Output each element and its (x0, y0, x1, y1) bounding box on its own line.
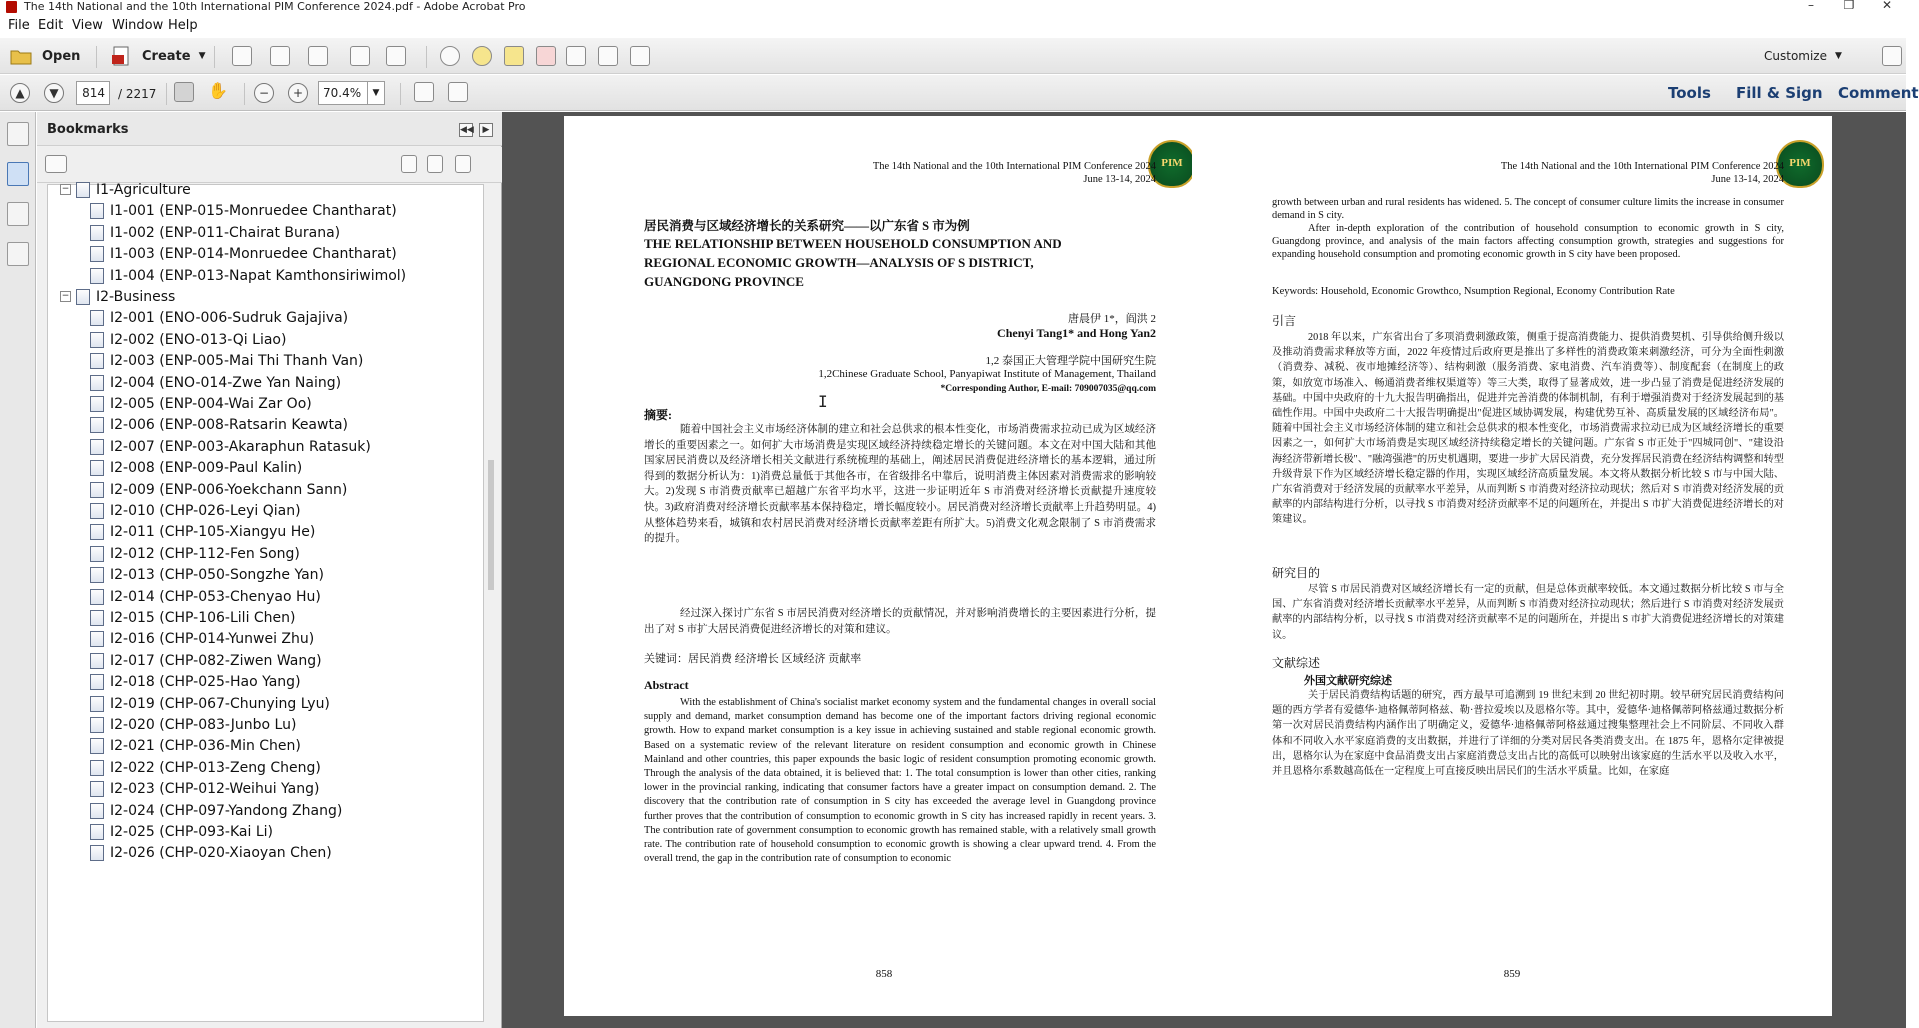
bookmark-item[interactable] (48, 716, 485, 740)
bookmark-label: I2-006 (ENP-008-Ratsarin Keawta) (110, 417, 348, 434)
zoom-input[interactable]: 70.4% (318, 81, 368, 105)
navigation-toolbar (0, 75, 1919, 111)
seal-text: PIM (1161, 157, 1183, 169)
main-toolbar (0, 38, 1906, 74)
bookmark-item[interactable] (48, 695, 485, 719)
toolbar-separator (166, 83, 167, 105)
bookmark-item[interactable] (48, 609, 485, 633)
abstract-cn-heading: 摘要: (644, 408, 672, 422)
keywords-english: Keywords: Household, Economic Growthco, Nsumption Regional, Economy Contribution Rate (1272, 286, 1675, 297)
new-bookmark-icon[interactable] (427, 155, 443, 173)
bookmark-label: I2-001 (ENO-006-Sudruk Gajajiva) (110, 310, 349, 327)
abstract-cn-paragraph-2: 经过深入探讨广东省 S 市居民消费对经济增长的贡献情况，并对影响消费增长的主要因素进行分析，提出了对 S 市扩大居民消费促进经济增长的对策和建议。 (644, 608, 1156, 635)
bookmark-label: I2-002 (ENO-013-Qi Liao) (110, 331, 287, 348)
bookmark-label: I2-017 (CHP-082-Ziwen Wang) (110, 652, 322, 669)
insert-page-icon[interactable] (598, 46, 618, 66)
delete-bookmark-icon[interactable] (401, 155, 417, 173)
tools-link[interactable]: Tools (1668, 84, 1711, 102)
bookmark-label: I2-024 (CHP-097-Yandong Zhang) (110, 802, 343, 819)
bookmark-page-icon (90, 203, 104, 219)
authors-chinese: 唐晨伊 1*，阎洪 2 (1068, 313, 1156, 325)
bookmark-page-icon (90, 824, 104, 840)
bookmarks-list (47, 184, 484, 1022)
bookmark-item[interactable] (48, 331, 485, 355)
bookmark-options-icon[interactable] (45, 155, 67, 173)
bookmark-page-icon (90, 653, 104, 669)
literature-review-paragraph: 关于居民消费结构话题的研究，西方最早可追溯到 19 世纪末到 20 世纪初时期。较早研究居民消费结构问题的西方学者有爱德华·迪格佩蒂阿格兹、勒·普拉爱埃以及恩格尔等。其中，爱德华·迪格佩蒂阿格兹通过数据分析第一次对居民消费结构内涵作出了明确定义，爱德华·迪格佩蒂阿格兹通过搜集整理社会上不同阶层、不同收入群体和不同收入水平家庭消费的支出数据，并进行了详细的分类对居民各类消费支出。在 1875 年，恩格尔定律被提出，恩格尔认为在家庭中食品消费支出占家庭消费总支出占比的高低可以映射出该家庭的生活水平以及收入水平，并且恩格尔系数越高低在一定程度上可直接反映出居民们的生活水平质量。比如，在家庭 (1272, 690, 1784, 778)
bookmarks-toolbar (37, 147, 502, 183)
collapse-toggle-icon[interactable]: − (61, 291, 70, 301)
scrollbar-thumb[interactable] (488, 460, 494, 590)
bookmarks-header (37, 112, 502, 146)
toolbar-separator (96, 46, 97, 68)
abstract-en-heading: Abstract (644, 678, 689, 692)
close-button[interactable]: ✕ (1881, 0, 1893, 12)
document-view[interactable] (502, 112, 1906, 1028)
page-header (873, 160, 1156, 186)
bookmark-label: I1-001 (ENP-015-Monruedee Chantharat) (110, 203, 397, 220)
header-line-2: June 13-14, 2024 (1711, 174, 1784, 185)
bookmark-item[interactable] (48, 823, 485, 847)
bookmark-page-icon (90, 503, 104, 519)
bookmark-label: I1-002 (ENP-011-Chairat Burana) (110, 224, 341, 241)
title-bar (0, 0, 1906, 14)
bookmark-label: I2-012 (CHP-112-Fen Song) (110, 545, 300, 562)
previous-page-icon[interactable]: ▲ (10, 83, 30, 103)
bookmark-page-icon (90, 717, 104, 733)
menu-edit[interactable]: Edit (38, 18, 64, 33)
toolbar-separator (214, 46, 215, 68)
bookmark-page-icon (90, 417, 104, 433)
page-number: 859 (1503, 968, 1521, 980)
redact-icon[interactable] (630, 46, 650, 66)
bookmark-item[interactable] (48, 438, 485, 462)
bookmark-item[interactable] (48, 673, 485, 697)
toolbar-separator (400, 83, 401, 105)
bookmark-item[interactable] (48, 245, 485, 269)
menu-bar (0, 16, 1906, 36)
bookmark-label: I2-013 (CHP-050-Songzhe Yan) (110, 567, 325, 584)
menu-help[interactable]: Help (168, 18, 198, 33)
authors-english: Chenyi Tang1* and Hong Yan2 (997, 326, 1156, 340)
bookmark-label: I2-009 (ENP-006-Yoekchann Sann) (110, 481, 348, 498)
menu-file[interactable]: File (8, 18, 30, 33)
panel-options-icon[interactable]: ▶ (479, 123, 493, 137)
hand-tool-icon[interactable]: ✋ (208, 81, 228, 100)
open-label: Open (42, 48, 81, 64)
affiliation-chinese: 1,2 泰国正大管理学院中国研究生院 (985, 355, 1156, 367)
bookmark-page-icon (90, 610, 104, 626)
foreign-literature-subheading: 外国文献研究综述 (1304, 675, 1392, 687)
fill-sign-link[interactable]: Fill & Sign (1736, 84, 1823, 102)
bookmark-page-icon (90, 460, 104, 476)
bookmark-label: I2-026 (CHP-020-Xiaoyan Chen) (110, 845, 332, 862)
title-chinese: 居民消费与区域经济增长的关系研究——以广东省 S 市为例 (644, 219, 970, 233)
customize-dropdown[interactable] (1764, 42, 1842, 70)
bookmark-item[interactable] (48, 566, 485, 590)
corresponding-author: *Corresponding Author, E-mail: 709007035@qq.com (940, 384, 1156, 394)
email-icon[interactable] (386, 46, 406, 66)
bookmark-item[interactable] (48, 416, 485, 440)
bookmark-page-icon (90, 567, 104, 583)
bookmark-item[interactable] (48, 588, 485, 612)
folder-icon (10, 47, 32, 65)
open-button[interactable] (10, 42, 80, 70)
bookmark-page-icon (90, 845, 104, 861)
print-icon[interactable] (308, 46, 328, 66)
page-total: / 2217 (118, 87, 157, 101)
page-number: 858 (875, 968, 893, 980)
bookmark-label: I2-018 (CHP-025-Hao Yang) (110, 674, 301, 691)
navigation-pane-rail (0, 112, 36, 1028)
bookmark-page-icon (90, 375, 104, 391)
bookmark-page-icon (90, 589, 104, 605)
abstract-continuation: growth between urban and rural residents has widened. 5. The concept of consumer culture limits the increase in consumer demand in S city. (1272, 197, 1784, 221)
abstract-cn-paragraph-1: 随着中国社会主义市场经济体制的建立和社会总供求的根本性变化，市场消费需求拉动已成为区域经济增长的重要因素之一。如何扩大市场消费是实现区域经济持续稳定增长的关键问题。本文在对中国大陆和其他国家居民消费以及经济增长相关文献进行系统梳理的基础上，阐述居民消费促进经济增长的基本逻辑，通过所得到的数据分析认为：1)消费总量低于其他各市，在省级排名中靠后，说明消费主体因素对消费需求的影响较大。2)发现 S 市消费贡献率已超越广东省平均水平，这进一步证明近年 S 市消费对经济增长贡献提升速度较快。3)政府消费对经济增长贡献率基本保持稳定，增长幅度较小。居民消费对经济增长贡献率上升趋势明显。4)从整体趋势来看，城镇和农村居民消费对经济增长贡献率差距有所扩大。5)消费文化观念限制了 S 市消费需求的提升。 (644, 424, 1156, 545)
chevron-down-icon: ▼ (1835, 51, 1842, 61)
seal-text: PIM (1789, 157, 1811, 169)
minimize-button[interactable]: – (1808, 0, 1814, 12)
bookmark-page-icon (90, 524, 104, 540)
zoom-in-icon[interactable]: + (288, 83, 308, 103)
bookmark-label: I1-004 (ENP-013-Napat Kamthonsiriwimol) (110, 267, 407, 284)
bookmark-item[interactable] (48, 202, 485, 226)
bookmarks-panel-icon[interactable] (7, 162, 29, 186)
bookmark-label: I2-022 (CHP-013-Zeng Cheng) (110, 759, 321, 776)
bookmark-label: I2-025 (CHP-093-Kai Li) (110, 824, 273, 840)
bookmark-label: I1-003 (ENP-014-Monruedee Chantharat) (110, 246, 397, 263)
bookmark-page-icon (90, 482, 104, 498)
page-number-input[interactable]: 814 (76, 81, 110, 105)
zoom-out-icon[interactable]: − (254, 83, 274, 103)
bookmark-item[interactable] (48, 545, 485, 569)
literature-review-heading: 文献综述 (1272, 656, 1321, 670)
bookmark-group[interactable] (48, 181, 485, 205)
bookmark-item[interactable] (48, 737, 485, 761)
maximize-button[interactable]: ❐ (1843, 0, 1855, 12)
bookmark-item[interactable] (48, 802, 485, 826)
bookmark-label: I2-007 (ENP-003-Akaraphun Ratasuk) (110, 438, 371, 455)
bookmark-label: I2-010 (CHP-026-Leyi Qian) (110, 503, 301, 519)
abstract-conclusion: After in-depth exploration of the contribution of household consumption to economic growth in S city, Guangdong province, and analysis of the main factors affecting consumption growth, strategies and suggestions for expanding household consumption and promoting economic growth in S city have been proposed. (1272, 223, 1784, 260)
bookmark-label: I2-023 (CHP-012-Weihui Yang) (110, 781, 320, 798)
upload-cloud-icon[interactable] (270, 46, 290, 66)
bookmark-page-icon (90, 396, 104, 412)
bookmark-page-icon (90, 225, 104, 241)
bookmark-page-icon (76, 289, 90, 305)
header-line-1: The 14th National and the 10th International PIM Conference 2024 (872, 161, 1156, 172)
bookmark-page-icon (90, 439, 104, 455)
settings-gear-icon[interactable] (440, 46, 460, 66)
bookmark-item[interactable] (48, 780, 485, 804)
bookmark-page-icon (90, 353, 104, 369)
bookmark-page-icon (90, 803, 104, 819)
comment-link[interactable]: Comment (1838, 84, 1919, 102)
bookmark-page-icon (90, 332, 104, 348)
bookmark-label: I2-019 (CHP-067-Chunying Lyu) (110, 695, 330, 712)
bookmark-page-icon (90, 246, 104, 262)
full-screen-icon[interactable] (448, 82, 468, 102)
affiliation-english: 1,2Chinese Graduate School, Panyapiwat Institute of Management, Thailand (818, 368, 1156, 380)
bookmarks-panel (37, 112, 502, 1028)
bookmark-item[interactable] (48, 481, 485, 505)
bookmarks-scrollbar[interactable] (484, 184, 498, 1022)
bookmark-page-icon (90, 631, 104, 647)
bookmark-label: I2-003 (ENP-005-Mai Thi Thanh Van) (110, 353, 364, 370)
menu-view[interactable]: View (72, 18, 103, 33)
bookmark-item[interactable] (48, 224, 485, 248)
bookmark-item[interactable] (48, 502, 485, 526)
collapse-panel-icon[interactable]: ◀◀ (460, 125, 474, 135)
header-line-2: June 13-14, 2024 (1083, 174, 1156, 185)
sign-edit-icon[interactable] (350, 46, 370, 66)
acrobat-app-icon (6, 1, 17, 13)
customize-label: Customize (1764, 49, 1827, 63)
bookmark-label: I2-014 (CHP-053-Chenyao Hu) (110, 588, 321, 605)
introduction-heading: 引言 (1272, 314, 1297, 328)
menu-window[interactable]: Window (112, 18, 164, 33)
bookmark-label: I2-016 (CHP-014-Yunwei Zhu) (110, 631, 315, 648)
page-header (1501, 160, 1784, 186)
bookmark-page-icon (90, 781, 104, 797)
bookmarks-title: Bookmarks (47, 122, 129, 137)
expand-bookmark-icon[interactable] (455, 155, 471, 173)
expand-view-icon[interactable] (1882, 46, 1902, 66)
bookmark-label: I2-020 (CHP-083-Junbo Lu) (110, 717, 297, 733)
bookmark-label: I2-021 (CHP-036-Min Chen) (110, 738, 301, 755)
create-button[interactable] (112, 42, 206, 70)
header-line-1: The 14th National and the 10th International PIM Conference 2024 (1500, 161, 1784, 172)
bookmark-item[interactable] (48, 352, 485, 376)
bookmark-label: I2-008 (ENP-009-Paul Kalin) (110, 460, 303, 477)
bookmark-page-icon (90, 696, 104, 712)
bookmark-label: I2-011 (CHP-105-Xiangyu He) (110, 524, 316, 541)
next-page-icon[interactable]: ▼ (44, 83, 64, 103)
bookmark-label: I2-015 (CHP-106-Lili Chen) (110, 610, 296, 626)
signatures-icon[interactable] (7, 242, 29, 266)
chevron-down-icon: ▼ (198, 51, 206, 61)
bookmark-page-icon (76, 182, 90, 198)
abstract-en-paragraph: With the establishment of China's socialist market economy system and the fundamental changes in overall social supply and demand, market consumption demand has become one of the important factors driving regional economic growth. How to expand market consumption is a key issue in achieving sustained and stable regional economic growth. Based on a systematic review of the relevant literature on resident consumption and economic growth in Chinese Mainland and other countries, this paper expounds the basic logic of resident consumption promoting economic growth. Through the analysis of the data obtained, it is believed that: 1. The total consumption is lower than other cities, ranking lower in the provincial ranking, indicating that consumer factors have a greater impact on consumption demand. 2. The discovery that the contribution rate of consumption in S city has exceeded the average level in Guangdong province further proves that the contribution of consumption to economic growth in S city has increased rapidly in recent years. 3. The contribution rate of government consumption to economic growth has remained stable, with a relatively small growth rate. The contribution rate of household consumption to economic growth is showing a clear upward trend. 4. From the overall trend, the gap in the contribution rate of consumption to economic (644, 697, 1156, 865)
bookmark-page-icon (90, 738, 104, 754)
bookmark-item[interactable] (48, 395, 485, 419)
title-english: THE RELATIONSHIP BETWEEN HOUSEHOLD CONSUMPTION AND REGIONAL ECONOMIC GROWTH—ANALYSIS OF S DISTRICT, GUANGDONG PROVINCE (644, 236, 1062, 289)
page-thumbnails-icon[interactable] (7, 122, 29, 146)
highlight-icon[interactable] (504, 46, 524, 66)
bookmark-page-icon (90, 268, 104, 284)
bookmark-page-icon (90, 760, 104, 776)
bookmark-label: I2-004 (ENO-014-Zwe Yan Naing) (110, 374, 342, 391)
bookmark-item[interactable] (48, 309, 485, 333)
bookmark-item[interactable] (48, 267, 485, 291)
toolbar-separator (244, 83, 245, 105)
window-title: The 14th National and the 10th International PIM Conference 2024.pdf - Adobe Acrobat Pro (24, 0, 526, 13)
create-label: Create (142, 48, 191, 64)
attachments-icon[interactable] (7, 202, 29, 226)
select-cursor-icon[interactable] (174, 82, 194, 102)
bookmark-label: I1-Agriculture (96, 182, 191, 198)
comment-bubble-icon[interactable] (472, 46, 492, 66)
bookmark-page-icon (90, 546, 104, 562)
extract-page-icon[interactable] (566, 46, 586, 66)
create-pdf-icon (112, 46, 132, 66)
bookmark-label: I2-005 (ENP-004-Wai Zar Oo) (110, 396, 312, 412)
bookmark-page-icon (90, 674, 104, 690)
bookmark-item[interactable] (48, 652, 485, 676)
introduction-paragraph: 2018 年以来，广东省出台了多项消费刺激政策，侧重于提高消费能力、提供消费契机、引导供给侧升级以及推动消费需求释放等方面，2022 年疫情过后政府更是推出了多样性的消费政策来刺激经济，可分为全面性刺激（消费券、减税、夜市地摊经济等）、结构刺激（服务消费、家电消费、汽车消费等）、制度配套（在制度上的政策，如放宽市场准入、畅通消费者维权渠道等）等三大类，取得了显著成效，进一步凸显了消费是促进经济发展的基础。中国中央政府的十九大报告明确指出，促进并完善消费的体制机制，有利于增强消费对于经济发展起到的基础性作用。中国中央政府二十大报告明确提出"促进区域协调发展，构建优势互补、高质量发展的区域经济布局"。随着中国社会主义市场经济体制的建立和社会总供求的根本性变化，市场消费需求拉动已成为区域经济增长的重要因素之一，如何扩大市场消费是实现区域经济持续稳定增长的关键问题。广东省 S 市正处于"四城同创"、"建设沿海经济带新增长极"、"融湾强港"的历史机遇期，要进一步扩大居民消费，充分发挥居民消费在经济结构调整和转型升级背景下作为区域经济增长稳定器的作用，实现区域经济高质量发展。本文将从数据分析比较 S 市与中国大陆、广东省消费对于经济发展的贡献率水平差异，从而判断 S 市消费对经济拉动现状；然后对 S 市消费对经济发展的贡献率的内部结构进行分析，以寻找 S 市消费对经济贡献率不足的问题所在，并提出 S 市扩大消费促进经济增长的对策建议。 (1272, 332, 1784, 526)
keywords-chinese: 关键词：居民消费 经济增长 区域经济 贡献率 (644, 653, 862, 665)
delete-page-icon[interactable] (536, 46, 556, 66)
save-icon[interactable] (232, 46, 252, 66)
fit-page-icon[interactable] (414, 82, 434, 102)
bookmark-label: I2-Business (96, 289, 176, 305)
bookmark-item[interactable] (48, 844, 485, 868)
bookmark-item[interactable] (48, 374, 485, 398)
bookmark-item[interactable] (48, 459, 485, 483)
research-purpose-paragraph: 尽管 S 市居民消费对区域经济增长有一定的贡献，但是总体贡献率较低。本文通过数据分析比较 S 市与全国、广东省消费对经济增长贡献率水平差异，从而判断 S 市消费对经济拉动现状；然后进行 S 市消费对经济发展贡献率的内部结构分析，以寻找 S 市消费对经济贡献率不足的问题所在，并提出 S 市扩大消费促进经济增长的对策建议。 (1272, 584, 1784, 641)
bookmark-page-icon (90, 310, 104, 326)
bookmark-item[interactable] (48, 759, 485, 783)
pdf-page-858 (564, 116, 1204, 1016)
pdf-page-859 (1192, 116, 1832, 1016)
bookmark-group[interactable] (48, 288, 485, 312)
collapse-toggle-icon[interactable]: − (61, 184, 70, 194)
zoom-dropdown-icon[interactable]: ▼ (367, 81, 385, 105)
research-purpose-heading: 研究目的 (1272, 566, 1321, 580)
bookmark-item[interactable] (48, 630, 485, 654)
text-cursor-icon: I (818, 392, 828, 411)
bookmark-item[interactable] (48, 523, 485, 547)
toolbar-separator (426, 46, 427, 68)
